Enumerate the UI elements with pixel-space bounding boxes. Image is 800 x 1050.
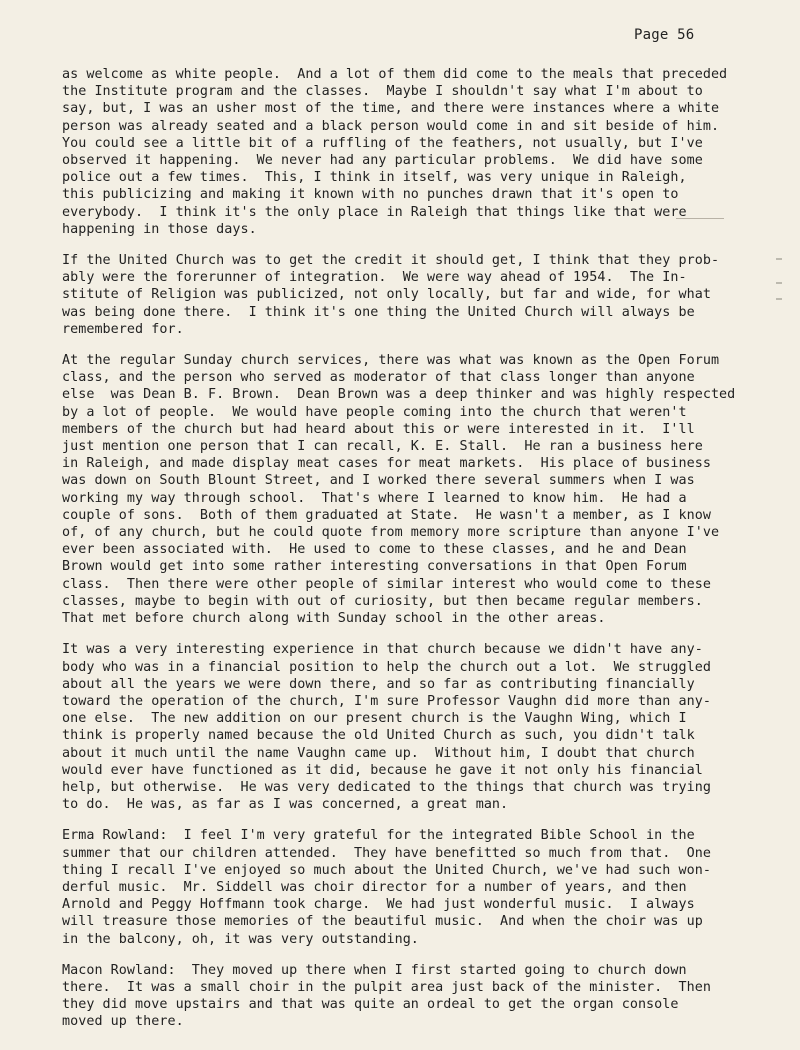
edge-mark: [776, 258, 782, 260]
text-line: That met before church along with Sunday school in the other areas.: [62, 611, 606, 627]
text-line: police out a few times. This, I think in itself, was very unique in Raleigh,: [62, 170, 687, 186]
text-line: It was a very interesting experience in that church because we didn't have any-: [62, 642, 703, 658]
text-line: was being done there. I think it's one thing the United Church will always be: [62, 304, 695, 320]
paragraph-open-forum: [62, 352, 762, 627]
text-line: class, and the person who served as moderator of that class longer than anyone: [62, 370, 695, 386]
paragraph-erma-rowland: [62, 827, 762, 947]
text-line: will treasure those memories of the beautiful music. And when the choir was up: [62, 914, 703, 930]
edge-mark: [776, 282, 782, 284]
text-line: ever been associated with. He used to come to these classes, and he and Dean: [62, 542, 687, 558]
text-line: observed it happening. We never had any particular problems. We did have some: [62, 153, 703, 169]
page-number: Page 56: [634, 27, 695, 43]
text-line: one else. The new addition on our present church is the Vaughn Wing, which I: [62, 711, 687, 727]
text-line: Erma Rowland: I feel I'm very grateful for the integrated Bible School in the: [62, 828, 695, 844]
text-line: as welcome as white people. And a lot of them did come to the meals that preceded: [62, 67, 728, 82]
text-line: If the United Church was to get the credit it should get, I think that they prob-: [62, 253, 720, 269]
text-line: thing I recall I've enjoyed so much about the United Church, we've had such won-: [62, 862, 711, 878]
text-line: they did move upstairs and that was quite an ordeal to get the organ console: [62, 997, 679, 1013]
text-line: moved up there.: [62, 1014, 184, 1030]
text-line: about all the years we were down there, and so far as contributing financially: [62, 676, 695, 692]
paragraph-institute-welcome: [62, 66, 762, 238]
text-line: the Institute program and the classes. Maybe I shouldn't say what I'm about to: [62, 84, 703, 100]
text-line: else was Dean B. F. Brown. Dean Brown was a deep thinker and was highly respected: [62, 387, 736, 403]
paragraph-vaughn: [62, 641, 762, 813]
text-line: about it much until the name Vaughn came up. Without him, I doubt that church: [62, 745, 695, 761]
text-line: You could see a little bit of a ruffling of the feathers, not usually, but I've: [62, 135, 703, 151]
text-line: person was already seated and a black person would come in and sit beside of him.: [62, 118, 720, 134]
edge-mark: [776, 298, 782, 300]
text-line: class. Then there were other people of similar interest who would come to these: [62, 576, 711, 592]
text-line: of, of any church, but he could quote from memory more scripture than anyone I've: [62, 525, 720, 541]
text-line: classes, maybe to begin with out of curiosity, but then became regular members.: [62, 593, 703, 609]
text-line: there. It was a small choir in the pulpit area just back of the minister. Then: [62, 979, 711, 995]
text-line: think is properly named because the old United Church as such, you didn't talk: [62, 728, 695, 744]
text-line: happening in those days.: [62, 221, 257, 237]
text-line: working my way through school. That's where I learned to know him. He had a: [62, 490, 687, 506]
text-line: in Raleigh, and made display meat cases for meat markets. His place of business: [62, 456, 711, 472]
text-line: summer that our children attended. They have benefitted so much from that. One: [62, 845, 711, 861]
text-line: members of the church but had heard about this or were interested in it. I'll: [62, 421, 695, 437]
text-line: body who was in a financial position to help the church out a lot. We struggled: [62, 659, 711, 675]
paragraph-macon-rowland: [62, 962, 762, 1031]
body-text: [62, 66, 762, 1045]
text-line: just mention one person that I can recall, K. E. Stall. He ran a business here: [62, 439, 703, 455]
text-line: ably were the forerunner of integration. We were way ahead of 1954. The In-: [62, 270, 687, 286]
text-line: help, but otherwise. He was very dedicated to the things that church was trying: [62, 779, 711, 795]
text-line: remembered for.: [62, 321, 184, 337]
text-line: would ever have functioned as it did, because he gave it not only his financial: [62, 762, 703, 778]
text-line: say, but, I was an usher most of the time, and there were instances where a white: [62, 101, 720, 117]
text-line: in the balcony, oh, it was very outstanding.: [62, 931, 419, 947]
text-line: Brown would get into some rather interesting conversations in that Open Forum: [62, 559, 687, 575]
text-line: to do. He was, as far as I was concerned, a great man.: [62, 797, 509, 813]
text-line: stitute of Religion was publicized, not only locally, but far and wide, for what: [62, 287, 711, 303]
text-line: Macon Rowland: They moved up there when I first started going to church down: [62, 962, 687, 978]
text-line: everybody. I think it's the only place in Raleigh that things like that were: [62, 204, 687, 220]
text-line: derful music. Mr. Siddell was choir director for a number of years, and then: [62, 879, 687, 895]
text-line: this publicizing and making it known with no punches drawn that it's open to: [62, 187, 679, 203]
text-line: couple of sons. Both of them graduated at State. He wasn't a member, as I know: [62, 507, 711, 523]
text-line: was down on South Blount Street, and I worked there several summers when I was: [62, 473, 695, 489]
text-line: At the regular Sunday church services, there was what was known as the Open Forum: [62, 353, 720, 369]
text-line: by a lot of people. We would have people coming into the church that weren't: [62, 404, 687, 420]
text-line: Arnold and Peggy Hoffmann took charge. We had just wonderful music. I always: [62, 897, 695, 913]
paragraph-forerunner-integration: [62, 252, 762, 338]
text-line: toward the operation of the church, I'm sure Professor Vaughn did more than any-: [62, 693, 711, 709]
